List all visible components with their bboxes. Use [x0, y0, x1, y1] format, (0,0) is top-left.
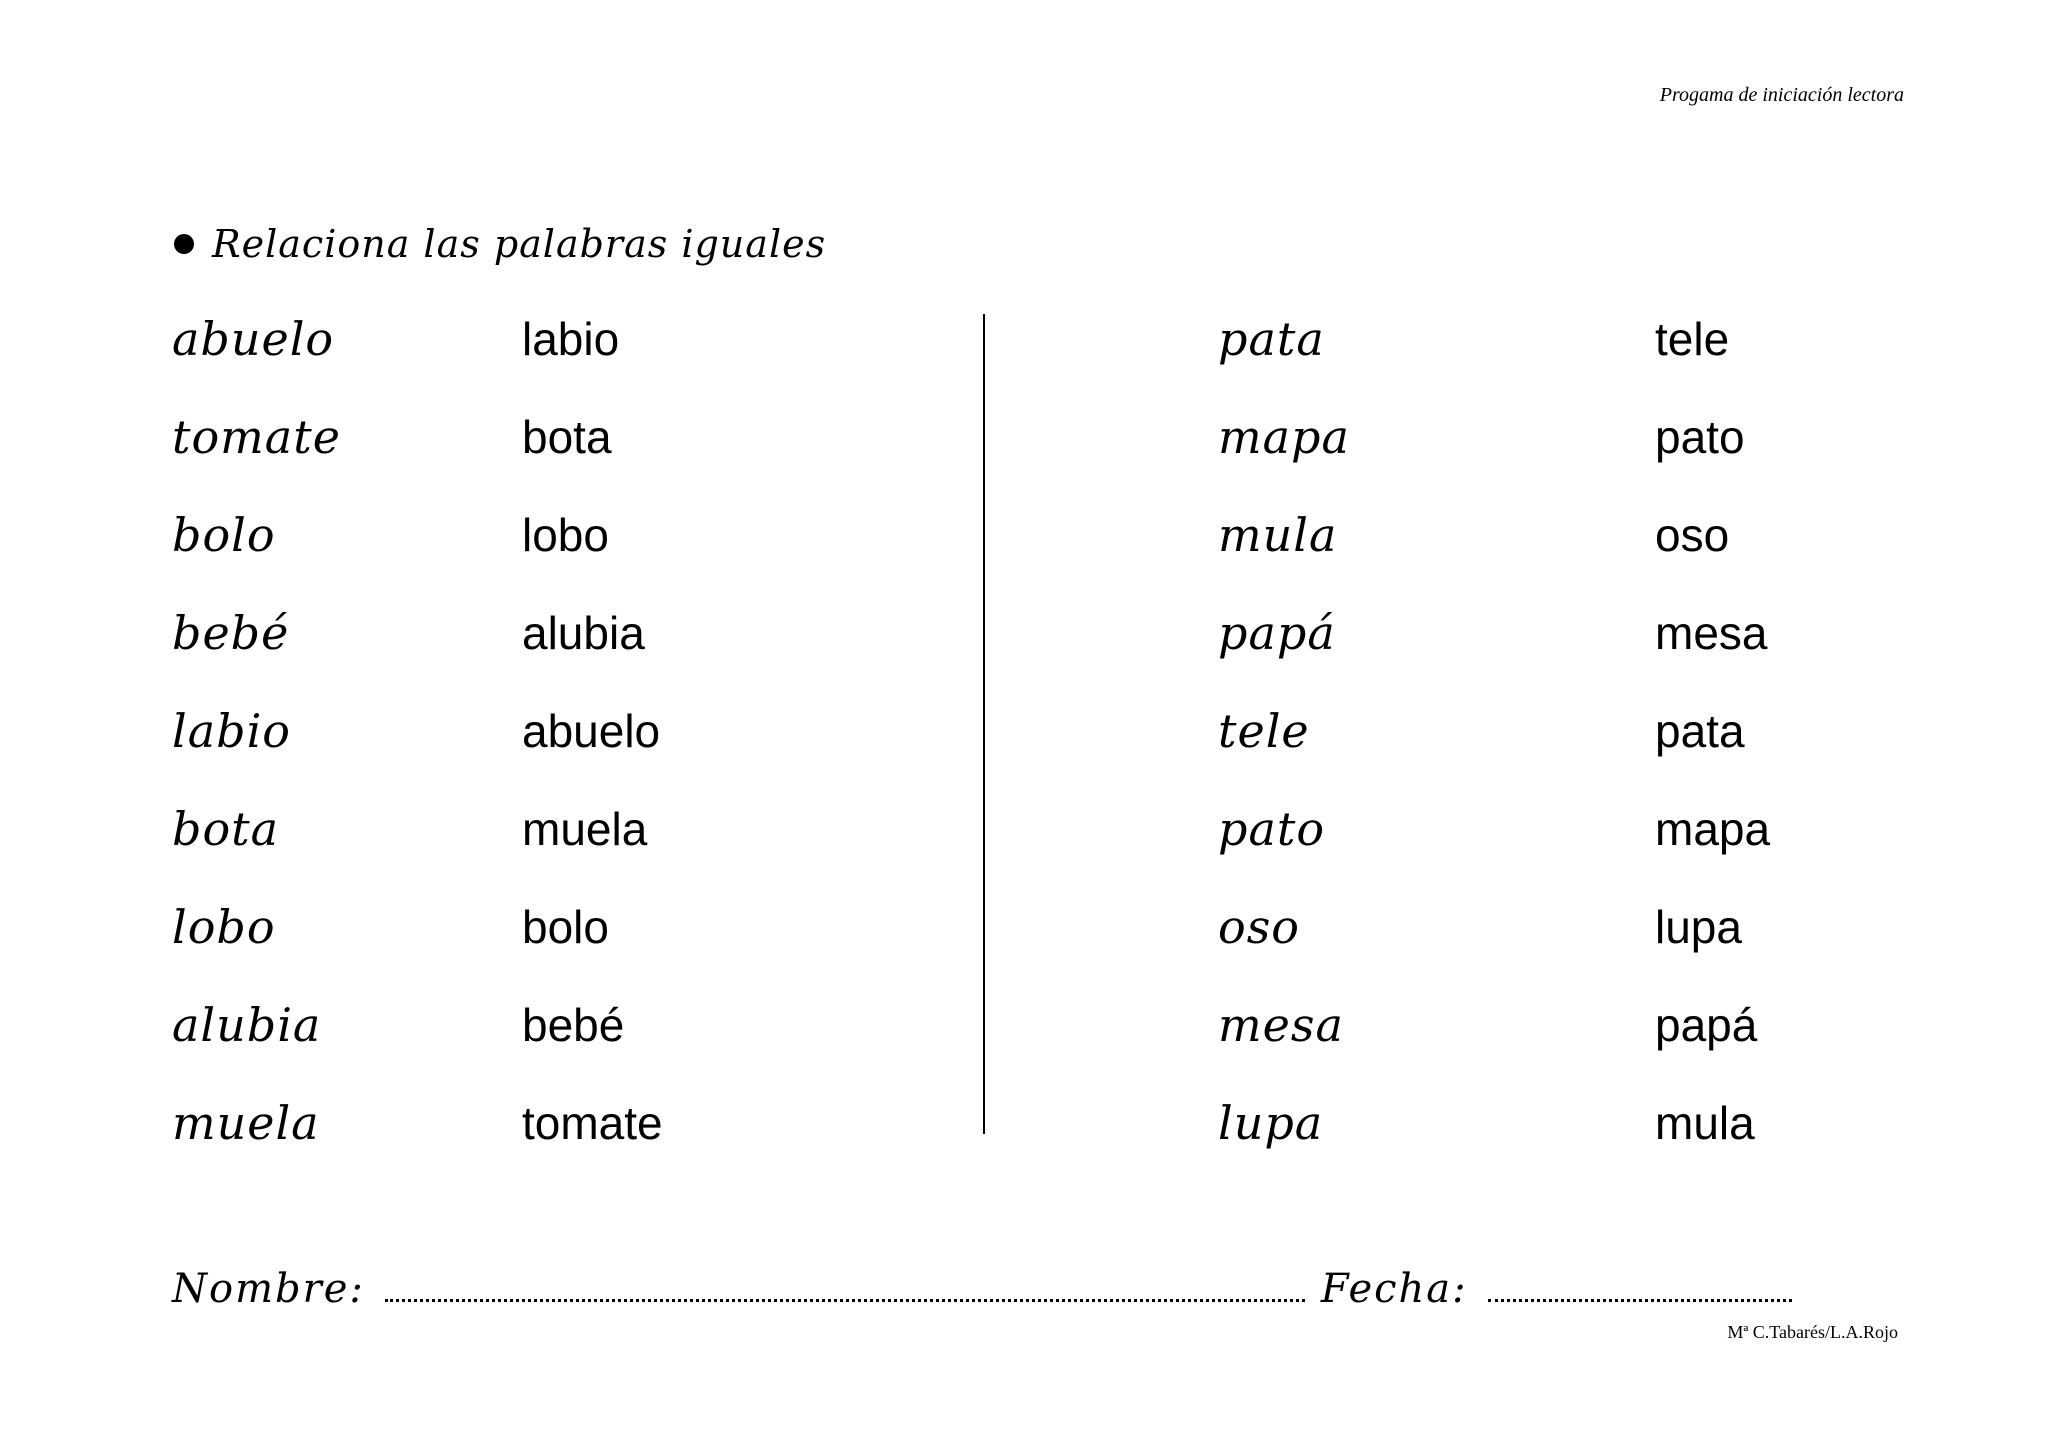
- instruction-text: Relaciona las palabras iguales: [212, 222, 827, 266]
- cursive-word: tomate: [172, 410, 341, 464]
- print-word: bota: [522, 411, 612, 463]
- cursive-word: abuelo: [172, 312, 335, 366]
- right-cursive-column: [1218, 290, 1350, 1172]
- program-title: Progama de iniciación lectora: [1659, 84, 1904, 106]
- cursive-word: bota: [172, 802, 280, 856]
- cursive-word: bebé: [172, 606, 290, 660]
- print-word: labio: [522, 313, 620, 365]
- cursive-word: mesa: [1218, 998, 1344, 1052]
- print-word: mapa: [1655, 803, 1771, 855]
- print-word: bebé: [522, 999, 625, 1051]
- date-line[interactable]: [1488, 1299, 1792, 1302]
- cursive-word: labio: [172, 704, 291, 758]
- right-print-column: [1655, 290, 1770, 1172]
- cursive-word: lobo: [172, 900, 276, 954]
- print-word: alubia: [522, 607, 645, 659]
- column-divider: [983, 314, 985, 1134]
- cursive-word: mapa: [1218, 410, 1350, 464]
- left-cursive-column: [172, 290, 341, 1172]
- date-label: Fecha:: [1320, 1266, 1468, 1312]
- print-word: oso: [1655, 509, 1730, 561]
- cursive-word: muela: [172, 1096, 320, 1150]
- name-line[interactable]: [385, 1299, 1305, 1302]
- cursive-word: pato: [1218, 802, 1326, 856]
- cursive-word: tele: [1218, 704, 1310, 758]
- cursive-word: papá: [1218, 606, 1336, 660]
- print-word: muela: [522, 803, 648, 855]
- print-word: tomate: [522, 1097, 663, 1149]
- cursive-word: pata: [1218, 312, 1325, 366]
- print-word: pata: [1655, 705, 1745, 757]
- bullet-icon: [174, 234, 194, 254]
- cursive-word: alubia: [172, 998, 322, 1052]
- print-word: bolo: [522, 901, 609, 953]
- print-word: mesa: [1655, 607, 1768, 659]
- print-word: mula: [1655, 1097, 1755, 1149]
- print-word: pato: [1655, 411, 1745, 463]
- cursive-word: oso: [1218, 900, 1300, 954]
- print-word: lobo: [522, 509, 609, 561]
- name-label: Nombre:: [172, 1266, 365, 1312]
- print-word: papá: [1655, 999, 1758, 1051]
- print-word: lupa: [1655, 901, 1742, 953]
- print-word: abuelo: [522, 705, 661, 757]
- left-print-column: [522, 290, 663, 1172]
- cursive-word: lupa: [1218, 1096, 1324, 1150]
- author-credit: Mª C.Tabarés/L.A.Rojo: [1727, 1322, 1898, 1342]
- print-word: tele: [1655, 313, 1730, 365]
- footer: [172, 1266, 1732, 1312]
- instruction: [174, 222, 826, 266]
- cursive-word: mula: [1218, 508, 1338, 562]
- cursive-word: bolo: [172, 508, 276, 562]
